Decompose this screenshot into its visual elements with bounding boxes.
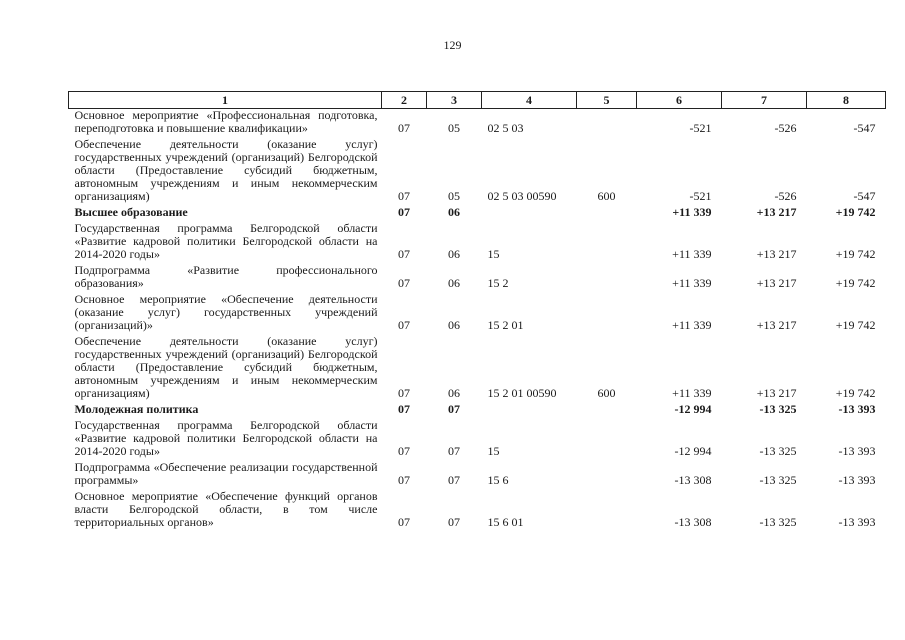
row-target-code-cell: 15 2 01 xyxy=(487,318,524,332)
row-section-cell: 07 xyxy=(398,247,410,261)
row-year1-cell: +11 339 xyxy=(672,276,712,290)
row-year2-cell: -13 325 xyxy=(759,402,797,416)
row-name-cell: Молодежная политика xyxy=(74,402,199,416)
row-target-code-cell xyxy=(482,400,577,416)
row-section-cell: 07 xyxy=(398,205,410,219)
row-year3-cell: +19 742 xyxy=(835,386,876,400)
table-row xyxy=(69,400,886,416)
row-year2-cell: -526 xyxy=(774,189,797,203)
row-section-cell: 07 xyxy=(398,276,410,290)
table-row xyxy=(69,261,886,290)
row-year3-cell: +19 742 xyxy=(835,276,876,290)
table-row xyxy=(69,332,886,400)
row-expense-type-cell: 600 xyxy=(597,386,616,400)
row-year3-cell: -13 393 xyxy=(838,402,876,416)
row-expense-type-cell xyxy=(577,203,637,219)
row-expense-type-cell xyxy=(577,458,637,487)
row-year1-cell: -13 308 xyxy=(674,515,712,529)
row-subsection-cell: 07 xyxy=(448,473,460,487)
row-target-code-cell: 15 6 01 xyxy=(487,515,524,529)
row-target-code-cell: 02 5 03 00590 xyxy=(487,189,557,203)
row-expense-type-cell xyxy=(577,400,637,416)
row-section-cell: 07 xyxy=(398,386,410,400)
row-expense-type-cell xyxy=(577,109,637,136)
row-year3-cell: +19 742 xyxy=(835,318,876,332)
row-year1-cell: +11 339 xyxy=(672,247,712,261)
row-target-code-cell: 15 2 xyxy=(487,276,509,290)
row-target-code-cell: 15 xyxy=(487,247,500,261)
header-col-7: 7 xyxy=(722,92,807,109)
row-subsection-cell: 06 xyxy=(448,205,460,219)
row-year3-cell: -13 393 xyxy=(838,444,876,458)
row-year1-cell: -12 994 xyxy=(674,402,712,416)
table-row xyxy=(69,487,886,529)
row-name-cell: Основное мероприятие «Профессиональная подготовка, переподготовка и повышение квалификации» xyxy=(74,108,378,135)
row-year1-cell: -12 994 xyxy=(674,444,712,458)
row-subsection-cell: 06 xyxy=(448,386,460,400)
row-name-cell: Основное мероприятие «Обеспечение деятельности (оказание услуг) государственных учреждений (организаций)» xyxy=(74,292,378,332)
row-year3-cell: -547 xyxy=(853,189,876,203)
row-year2-cell: +13 217 xyxy=(756,276,797,290)
row-subsection-cell: 07 xyxy=(448,515,460,529)
row-year2-cell: -526 xyxy=(774,121,797,135)
row-name-cell: Подпрограмма «Развитие профессионального образования» xyxy=(74,263,378,290)
row-subsection-cell: 05 xyxy=(448,189,460,203)
row-expense-type-cell: 600 xyxy=(597,189,616,203)
table-body xyxy=(69,109,886,530)
header-row xyxy=(69,92,886,109)
row-year1-cell: -521 xyxy=(689,121,712,135)
table-row xyxy=(69,219,886,261)
table-row xyxy=(69,109,886,136)
row-year2-cell: +13 217 xyxy=(756,318,797,332)
row-year2-cell: -13 325 xyxy=(759,473,797,487)
row-section-cell: 07 xyxy=(398,189,410,203)
row-year2-cell: -13 325 xyxy=(759,444,797,458)
budget-table-container xyxy=(68,91,885,529)
row-year3-cell: -13 393 xyxy=(838,473,876,487)
row-year1-cell: -13 308 xyxy=(674,473,712,487)
row-expense-type-cell xyxy=(577,219,637,261)
row-section-cell: 07 xyxy=(398,515,410,529)
header-col-8: 8 xyxy=(807,92,886,109)
row-year1-cell: -521 xyxy=(689,189,712,203)
row-name-cell: Обеспечение деятельности (оказание услуг) государственных учреждений (организаций) Белгородской области (Предоставление субсидий бюджетным, автономным учреждениям и иным некоммерческим организациям) xyxy=(74,334,378,400)
row-target-code-cell xyxy=(482,203,577,219)
row-target-code-cell: 02 5 03 xyxy=(487,121,524,135)
row-year2-cell: -13 325 xyxy=(759,515,797,529)
row-subsection-cell: 07 xyxy=(448,444,460,458)
header-col-4: 4 xyxy=(482,92,577,109)
row-name-cell: Государственная программа Белгородской области «Развитие кадровой политики Белгородской области на 2014-2020 годы» xyxy=(74,418,378,458)
row-target-code-cell: 15 6 xyxy=(487,473,509,487)
header-col-5: 5 xyxy=(577,92,637,109)
table-row xyxy=(69,416,886,458)
row-subsection-cell: 06 xyxy=(448,247,460,261)
row-name-cell: Обеспечение деятельности (оказание услуг) государственных учреждений (организаций) Белгородской области (Предоставление субсидий бюджетным, автономным учреждениям и иным некоммерческим организациям) xyxy=(74,137,378,203)
budget-table xyxy=(68,91,886,529)
row-subsection-cell: 06 xyxy=(448,276,460,290)
row-name-cell: Высшее образование xyxy=(74,205,188,219)
table-row xyxy=(69,458,886,487)
header-col-3: 3 xyxy=(427,92,482,109)
table-row xyxy=(69,203,886,219)
row-year2-cell: +13 217 xyxy=(756,205,797,219)
row-subsection-cell: 05 xyxy=(448,121,460,135)
row-subsection-cell: 06 xyxy=(448,318,460,332)
row-expense-type-cell xyxy=(577,290,637,332)
row-target-code-cell: 15 xyxy=(487,444,500,458)
page-number: 129 xyxy=(443,38,462,52)
row-year1-cell: +11 339 xyxy=(672,205,712,219)
row-name-cell: Подпрограмма «Обеспечение реализации государственной программы» xyxy=(74,460,378,487)
row-section-cell: 07 xyxy=(398,402,410,416)
row-section-cell: 07 xyxy=(398,318,410,332)
row-year3-cell: -13 393 xyxy=(838,515,876,529)
row-section-cell: 07 xyxy=(398,444,410,458)
table-row xyxy=(69,290,886,332)
row-section-cell: 07 xyxy=(398,473,410,487)
header-col-2: 2 xyxy=(382,92,427,109)
row-year3-cell: +19 742 xyxy=(835,205,876,219)
row-expense-type-cell xyxy=(577,261,637,290)
row-expense-type-cell xyxy=(577,487,637,529)
row-year3-cell: +19 742 xyxy=(835,247,876,261)
table-row xyxy=(69,135,886,203)
header-col-6: 6 xyxy=(637,92,722,109)
row-year1-cell: +11 339 xyxy=(672,386,712,400)
table-header xyxy=(69,92,886,109)
row-target-code-cell: 15 2 01 00590 xyxy=(487,386,557,400)
row-year2-cell: +13 217 xyxy=(756,386,797,400)
row-name-cell: Государственная программа Белгородской области «Развитие кадровой политики Белгородской области на 2014-2020 годы» xyxy=(74,221,378,261)
row-section-cell: 07 xyxy=(398,121,410,135)
row-expense-type-cell xyxy=(577,416,637,458)
row-year3-cell: -547 xyxy=(853,121,876,135)
row-subsection-cell: 07 xyxy=(448,402,460,416)
header-col-1: 1 xyxy=(69,92,382,109)
row-year1-cell: +11 339 xyxy=(672,318,712,332)
row-year2-cell: +13 217 xyxy=(756,247,797,261)
row-name-cell: Основное мероприятие «Обеспечение функций органов власти Белгородской области, в том числе территориальных органов» xyxy=(74,489,378,529)
